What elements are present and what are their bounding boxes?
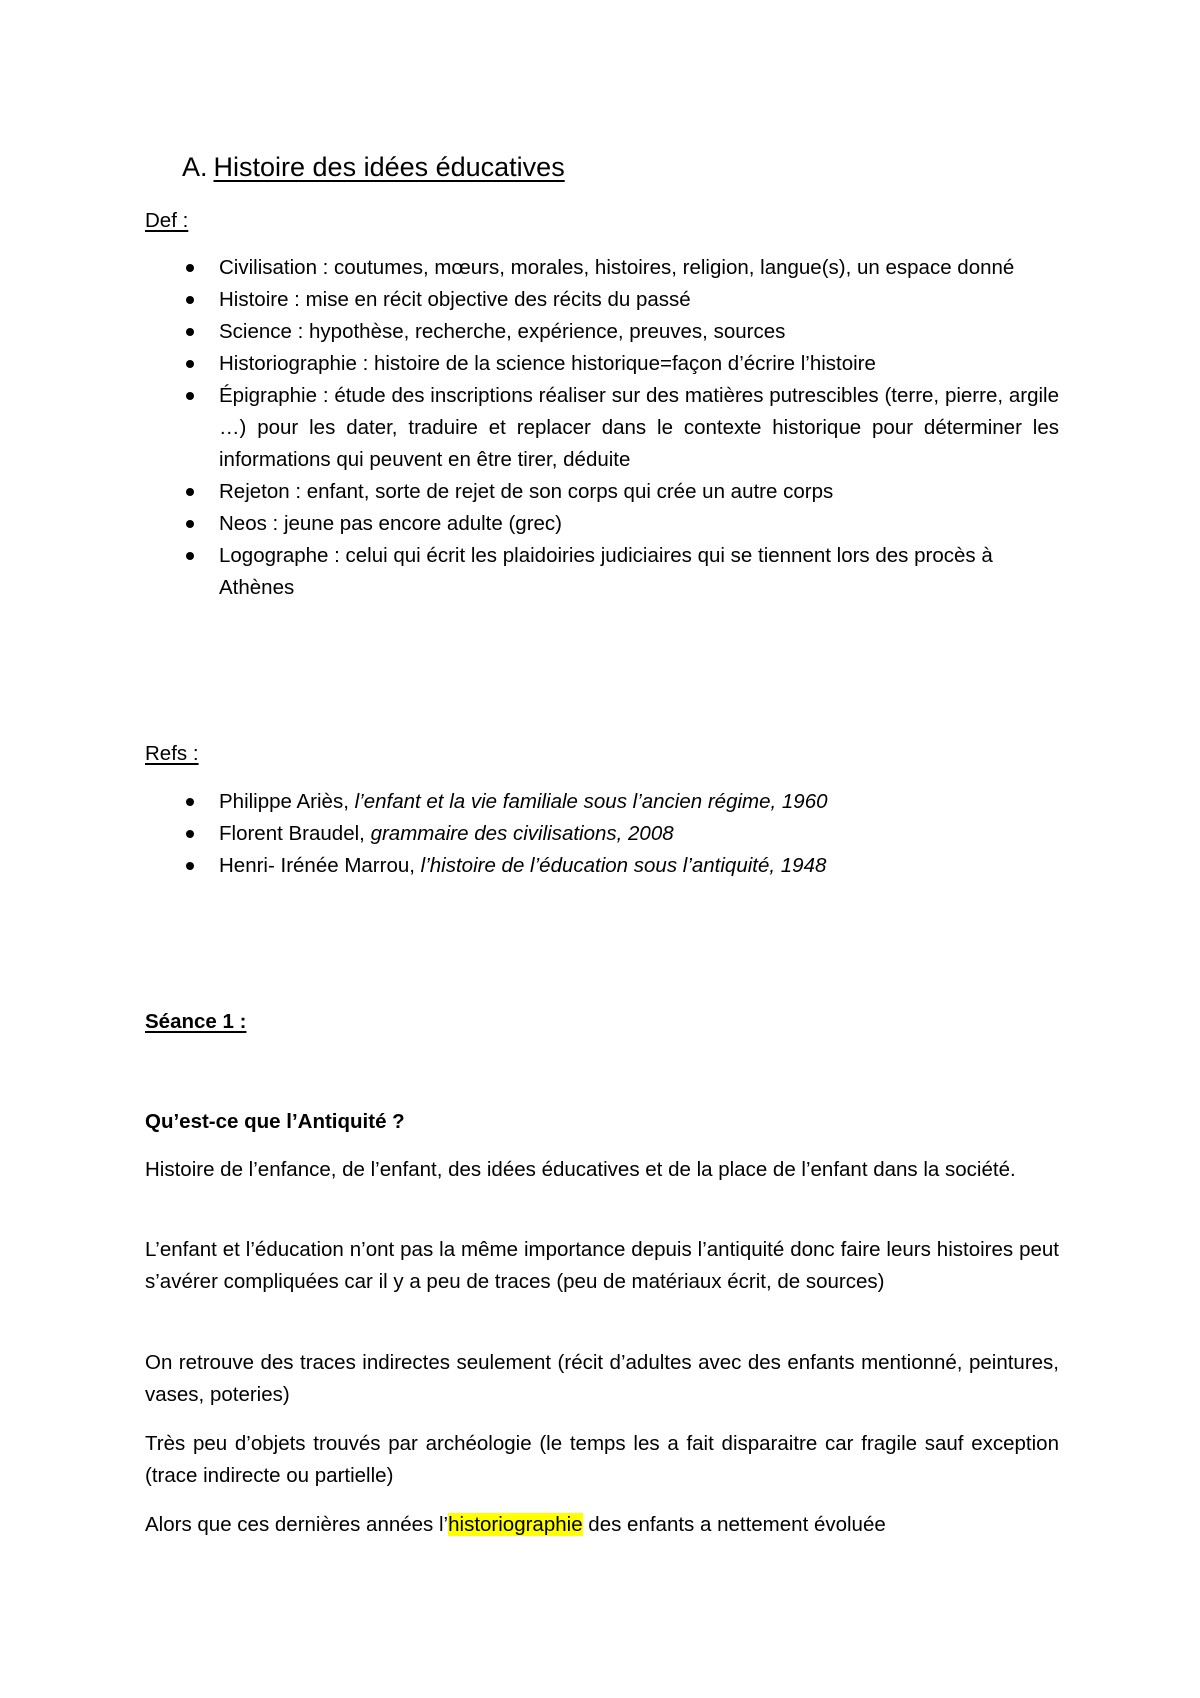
definition-item: Logographe : celui qui écrit les plaidoiries judiciaires qui se tiennent lors des procès à Athènes xyxy=(145,540,1059,604)
seance-paragraph: L’enfant et l’éducation n’ont pas la même importance depuis l’antiquité donc faire leurs histoires peut s’avérer compliquées car il y a peu de traces (peu de matériaux écrit, de sources) xyxy=(145,1238,1059,1293)
definition-item: Historiographie : histoire de la science historique=façon d’écrire l’histoire xyxy=(145,348,1059,380)
bullet-icon xyxy=(186,488,194,496)
heading-number: A. xyxy=(182,152,208,182)
seance-question: Qu’est-ce que l’Antiquité ? xyxy=(145,1110,405,1133)
reference-item xyxy=(145,818,1059,850)
bullet-icon xyxy=(186,552,194,560)
bullet-icon xyxy=(186,296,194,304)
seance-last-paragraph: Alors que ces dernières années l’historiographie des enfants a nettement évoluée xyxy=(145,1513,886,1536)
reference-item xyxy=(145,786,1059,818)
document-page xyxy=(145,0,1059,1698)
reference-author: Henri- Irénée Marrou, xyxy=(219,854,421,877)
definition-item: Science : hypothèse, recherche, expérience, preuves, sources xyxy=(145,316,1059,348)
reference-work: l’histoire de l’éducation sous l’antiquité, 1948 xyxy=(420,854,827,877)
definition-item: Neos : jeune pas encore adulte (grec) xyxy=(145,508,1059,540)
bullet-icon xyxy=(186,798,194,806)
section-heading xyxy=(182,150,565,184)
highlighted-term: historiographie xyxy=(448,1513,583,1536)
definition-item: Civilisation : coutumes, mœurs, morales, histoires, religion, langue(s), un espace donné xyxy=(145,252,1059,284)
bullet-icon xyxy=(186,360,194,368)
seance-label: Séance 1 : xyxy=(145,1010,247,1033)
definition-item: Histoire : mise en récit objective des récits du passé xyxy=(145,284,1059,316)
refs-label: Refs : xyxy=(145,742,199,765)
definitions-list xyxy=(145,252,1059,604)
definition-item: Épigraphie : étude des inscriptions réaliser sur des matières putrescibles (terre, pierre, argile …) pour les dater, traduire et replacer dans le contexte historique pour déterminer les informations qui peuvent en être tirer, déduite xyxy=(145,380,1059,476)
heading-title: Histoire des idées éducatives xyxy=(213,152,565,182)
bullet-icon xyxy=(186,328,194,336)
reference-author: Florent Braudel, xyxy=(219,822,371,845)
bullet-icon xyxy=(186,264,194,272)
definition-item: Rejeton : enfant, sorte de rejet de son corps qui crée un autre corps xyxy=(145,476,1059,508)
seance-paragraph: On retrouve des traces indirectes seulement (récit d’adultes avec des enfants mentionné, peintures, vases, poteries) xyxy=(145,1351,1059,1406)
reference-item xyxy=(145,850,1059,882)
bullet-icon xyxy=(186,520,194,528)
seance-paragraph: Histoire de l’enfance, de l’enfant, des idées éducatives et de la place de l’enfant dans la société. xyxy=(145,1158,1016,1181)
def-label: Def : xyxy=(145,209,189,232)
bullet-icon xyxy=(186,862,194,870)
reference-author: Philippe Ariès, xyxy=(219,790,355,813)
reference-work: grammaire des civilisations, 2008 xyxy=(370,822,674,845)
bullet-icon xyxy=(186,392,194,400)
reference-work: l’enfant et la vie familiale sous l’ancien régime, 1960 xyxy=(354,790,828,813)
seance-paragraph: Très peu d’objets trouvés par archéologie (le temps les a fait disparaitre car fragile sauf exception (trace indirecte ou partielle) xyxy=(145,1432,1059,1487)
bullet-icon xyxy=(186,830,194,838)
references-list xyxy=(145,786,1059,882)
